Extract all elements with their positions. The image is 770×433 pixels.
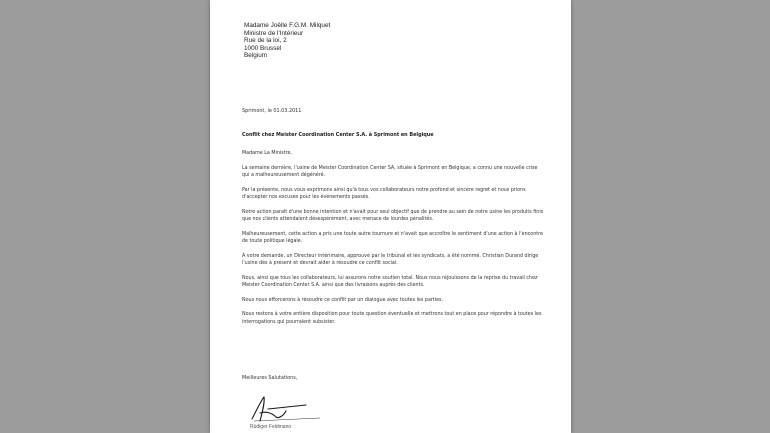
letter-page — [210, 0, 571, 433]
letter-paragraph: À votre demande, un Directeur intérimaire, approuvé par le tribunal et les syndicats, a été nommé. Christian Durand dirige l'usine dès à présent et devrait aider à résoudre ce conflit social. — [242, 253, 539, 266]
recipient-city: 1000 Brussel — [244, 44, 282, 52]
recipient-title: Ministre de l'Intérieur — [244, 29, 304, 37]
letter-paragraph: Nous restons à votre entière disposition pour toute question éventuelle et mettrons tout en place pour répondre à toutes les interrogations qui pourraient subsister. — [242, 312, 542, 325]
signer-name: Rüdiger Feldmann — [250, 424, 292, 430]
handwritten-signature — [246, 393, 326, 425]
letter-subject: Conflit chez Meister Coordination Center S.A. à Sprimont en Belgique — [242, 132, 434, 138]
recipient-name: Madame Joëlle F.G.M. Milquet — [244, 22, 331, 29]
letter-paragraph: Malheureusement, cette action a pris une toute autre tournure et n'avait que accroître le sentiment d'une action à l'encontre de toute politique légale. — [242, 231, 543, 244]
letter-closing: Meilleures Salutations, — [242, 375, 298, 381]
letter-dateline: Sprimont, le 01.03.2011 — [242, 108, 302, 114]
letter-salutation: Madame La Ministre, — [242, 151, 292, 156]
recipient-address — [244, 22, 330, 60]
letter-paragraph: Par la présente, nous vous exprimons ainsi qu'à tous vos collaborateurs notre profond et sincère regret et nous prions d'accepter nos excuses pour les événements passés. — [242, 187, 526, 200]
letter-paragraph: Nous nous efforcerons à résoudre ce conflit par un dialogue avec toutes les parties. — [242, 297, 444, 303]
letter-paragraph: Notre action paraît d'une bonne intention et n'avait pour seul objectif que de prendre au sein de notre usine les produits finis que nos clients attendaient désespérément, avec menace de lourdes pénalités. — [242, 209, 544, 222]
letter-body — [242, 150, 544, 333]
letter-paragraph: Nous, ainsi que tous les collaborateurs, lui assurons notre soutien total. Nous nous réjouissons de la reprise du travail chez Meister Coordination Center S.A. ainsi que des livraisons auprès des clients. — [242, 275, 538, 288]
letter-paragraph: La semaine dernière, l'usine de Meister Coordination Center SA, située à Sprimont en Belgique, a connu une nouvelle crise qui a malheureusement dégénéré. — [242, 165, 538, 178]
recipient-street: Rue de la loi, 2 — [244, 37, 287, 45]
recipient-country: Belgium — [244, 52, 268, 60]
